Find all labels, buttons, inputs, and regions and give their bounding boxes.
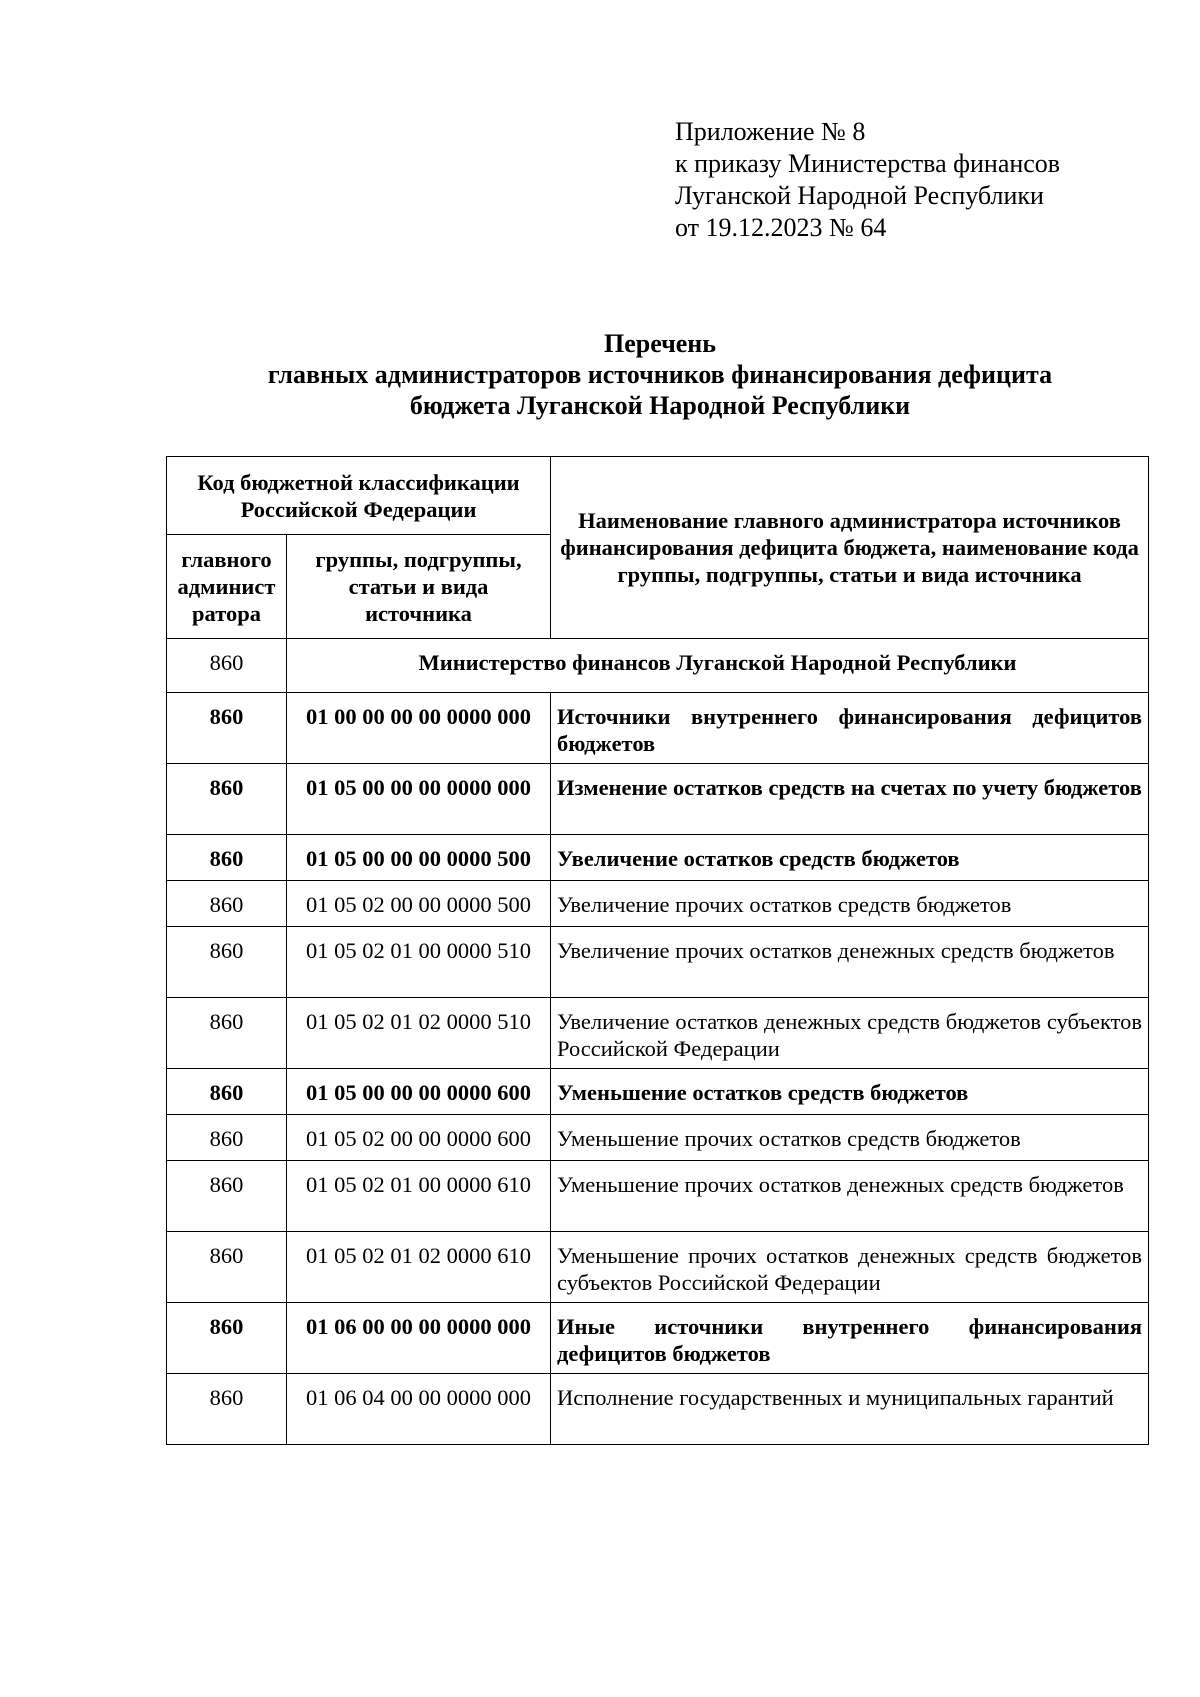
admin-code-cell: 860 — [167, 998, 287, 1069]
admin-code-cell: 860 — [167, 1161, 287, 1232]
table-row — [167, 693, 1149, 764]
header-name: Наименование главного администратора источников финансирования дефицита бюджета, наименование кода группы, подгруппы, статьи и вида источника — [551, 457, 1149, 639]
administrators-table — [166, 456, 1149, 1445]
classification-code-cell: 01 05 00 00 00 0000 500 — [287, 835, 551, 881]
source-name-cell: Уменьшение прочих остатков средств бюджетов — [551, 1115, 1149, 1161]
classification-code-cell: 01 05 02 01 00 0000 610 — [287, 1161, 551, 1232]
admin-code-cell: 860 — [167, 1115, 287, 1161]
admin-code-cell: 860 — [167, 835, 287, 881]
source-name-cell: Увеличение остатков средств бюджетов — [551, 835, 1149, 881]
title-line-1: Перечень — [603, 329, 717, 358]
source-name-cell: Увеличение остатков денежных средств бюджетов субъектов Российской Федерации — [551, 998, 1149, 1069]
table-row — [167, 927, 1149, 998]
table-row — [167, 1303, 1149, 1374]
header-group: группы, подгруппы, статьи и вида источника — [287, 535, 551, 639]
source-name-cell: Изменение остатков средств на счетах по учету бюджетов — [551, 764, 1149, 835]
table-row — [167, 764, 1149, 835]
table-row — [167, 998, 1149, 1069]
source-name-cell: Исполнение государственных и муниципальных гарантий — [551, 1374, 1149, 1445]
classification-code-cell: 01 05 02 00 00 0000 500 — [287, 881, 551, 927]
source-name-cell: Увеличение прочих остатков денежных средств бюджетов — [551, 927, 1149, 998]
header-admin: главного администратора — [167, 535, 287, 639]
classification-code-cell: 01 05 02 01 02 0000 510 — [287, 998, 551, 1069]
classification-code-cell: 01 05 02 00 00 0000 600 — [287, 1115, 551, 1161]
admin-code-cell: 860 — [167, 693, 287, 764]
source-name-cell: Источники внутреннего финансирования дефицитов бюджетов — [551, 693, 1149, 764]
classification-code-cell: 01 00 00 00 00 0000 000 — [287, 693, 551, 764]
admin-code-cell: 860 — [167, 1232, 287, 1303]
table-row — [167, 1232, 1149, 1303]
annex-block — [675, 116, 1060, 244]
classification-code-cell: 01 05 02 01 02 0000 610 — [287, 1232, 551, 1303]
ministry-admin-code: 860 — [167, 639, 287, 693]
table-row — [167, 1374, 1149, 1445]
ministry-name: Министерство финансов Луганской Народной Республики — [287, 639, 1149, 693]
classification-code-cell: 01 06 04 00 00 0000 000 — [287, 1374, 551, 1445]
admin-code-cell: 860 — [167, 1303, 287, 1374]
ministry-row — [167, 639, 1149, 693]
title-line-2: главных администраторов источников финансирования дефицита — [267, 360, 1053, 389]
admin-code-cell: 860 — [167, 764, 287, 835]
table-row — [167, 835, 1149, 881]
title-line-3: бюджета Луганской Народной Республики — [409, 391, 911, 420]
admin-code-cell: 860 — [167, 881, 287, 927]
classification-code-cell: 01 05 02 01 00 0000 510 — [287, 927, 551, 998]
table-body — [167, 639, 1149, 1445]
table-row — [167, 1161, 1149, 1232]
header-row-1 — [167, 457, 1149, 535]
source-name-cell: Уменьшение остатков средств бюджетов — [551, 1069, 1149, 1115]
annex-number: Приложение № 8 — [675, 117, 866, 146]
document-title — [150, 328, 1170, 421]
source-name-cell: Увеличение прочих остатков средств бюджетов — [551, 881, 1149, 927]
classification-code-cell: 01 06 00 00 00 0000 000 — [287, 1303, 551, 1374]
source-name-cell: Иные источники внутреннего финансирования дефицитов бюджетов — [551, 1303, 1149, 1374]
classification-code-cell: 01 05 00 00 00 0000 600 — [287, 1069, 551, 1115]
classification-code-cell: 01 05 00 00 00 0000 000 — [287, 764, 551, 835]
admin-code-cell: 860 — [167, 1374, 287, 1445]
source-name-cell: Уменьшение прочих остатков денежных средств бюджетов — [551, 1161, 1149, 1232]
annex-order-ref: к приказу Министерства финансов — [675, 149, 1061, 178]
table-row — [167, 1069, 1149, 1115]
annex-republic: Луганской Народной Республики — [675, 181, 1044, 210]
table-row — [167, 881, 1149, 927]
source-name-cell: Уменьшение прочих остатков денежных средств бюджетов субъектов Российской Федерации — [551, 1232, 1149, 1303]
table-row — [167, 1115, 1149, 1161]
admin-code-cell: 860 — [167, 1069, 287, 1115]
admin-code-cell: 860 — [167, 927, 287, 998]
header-code: Код бюджетной классификации Российской Федерации — [167, 457, 551, 535]
annex-date: от 19.12.2023 № 64 — [675, 213, 887, 242]
